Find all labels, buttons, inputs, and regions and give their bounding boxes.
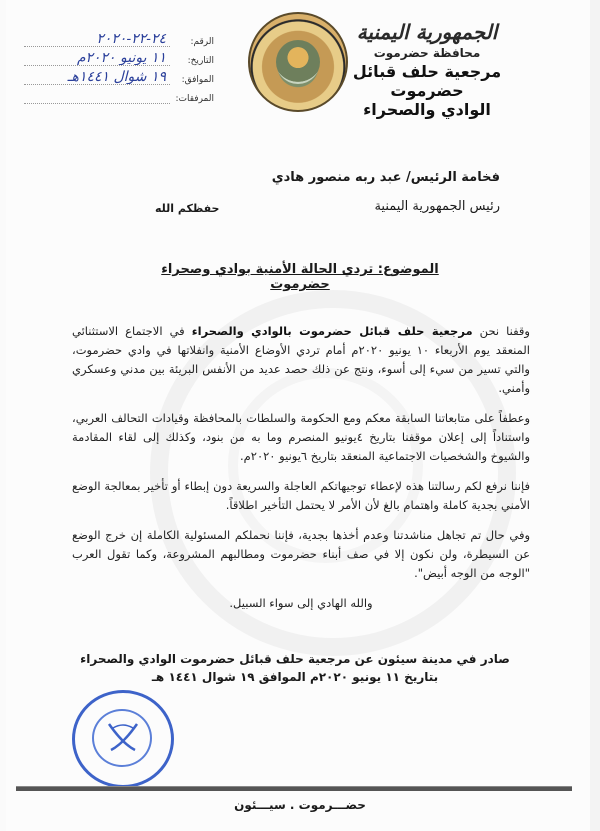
paragraph-1: وقفنا نحن مرجعية حلف قبائل حضرموت بالوادي والصحراء في الاجتماع الاستثنائي المنعقد يوم الأربعاء ١٠ يونيو ٢٠٢٠م أمام تردي الأوضاع الأمنية وانفلاتها في وادي حضرموت، والتي تسير من سيء إلى أسوء، ونتج عن ذلك حصد عديد من الأنفس البريئة بين مدني وعسكري وأمني. (72, 324, 530, 395)
issued-statement (60, 650, 530, 686)
paragraph-4: وفي حال تم تجاهل مناشدتنا وعدم أخذها بجدية، فإننا نحملكم المسئولية الكاملة إن خرج الوضع عن السيطرة، ولن نكون إلا في صف أبناء حضرموت ومطالبهم المشروعة، وكما تقول العرب "الوجه من الوجه أبيض". (72, 528, 530, 580)
organization-subname: الوادي والصحراء (363, 100, 491, 119)
ref-date: ١١ يونيو ٢٠٢٠م (24, 51, 170, 66)
ref-hijri-row: الموافق: ١٩ شوال ١٤٤١هـ (24, 66, 214, 85)
greeting: حفظكم الله (155, 202, 220, 215)
closing-line: والله الهادي إلى سواء السبيل. (229, 596, 373, 610)
organization-name: مرجعية حلف قبائل حضرموت (352, 62, 502, 100)
governorate-name: محافظة حضرموت (373, 46, 481, 60)
official-stamp-icon (72, 690, 174, 788)
ref-hijri-date: ١٩ شوال ١٤٤١هـ (24, 70, 170, 85)
ref-number: ٢٤-٢٢-٢٠٢٠ (24, 32, 170, 47)
reference-block (24, 28, 214, 104)
addressee-title: رئيس الجمهورية اليمنية (374, 199, 500, 214)
footer-divider (16, 786, 572, 791)
page-edge (590, 0, 600, 831)
org-name-bold: مرجعية حلف قبائل حضرموت بالوادي والصحراء (191, 324, 473, 338)
republic-title: الجمهورية اليمنية (356, 20, 498, 44)
emblem-center (276, 40, 320, 84)
paragraph-2: وعطفاً على متابعاتنا السابقة معكم ومع الحكومة والسلطات بالمحافظة وقيادات التحالف العربي، واستناداً إلى إعلان موقفنا بتاريخ ٤يونيو المنصرم وما به من بنود، وكذلك إلى لقاء المقادمة والشيوخ والشخصيات الاجتماعية المنعقد بتاريخ ٦يونيو ٢٠٢٠م. (72, 411, 531, 463)
letter-body (72, 322, 530, 624)
ref-date-row: التاريخ: ١١ يونيو ٢٠٢٠م (24, 47, 214, 66)
paragraph-3: فإننا نرفع لكم رسالتنا هذه لإعطاء توجيهاتكم العاجلة والسريعة دون إبطاء أو تأخير بمعالجة الوضع الأمني بجدية كاملة واهتمام بالغ لأن الأمر لا يحتمل التأخير اطلاقاً. (72, 479, 530, 512)
subject-line: الموضوع: تردي الحالة الأمنية بوادي وصحراء حضرموت (161, 262, 439, 292)
ref-attachments (24, 103, 170, 104)
addressee (272, 170, 500, 214)
footer-location: حضـــرموت . سيـــئون (234, 798, 366, 812)
issued-line-2: بتاريخ ١١ يونيو ٢٠٢٠م الموافق ١٩ شوال ١٤٤١ هـ (151, 670, 439, 684)
issued-line-1: صادر في مدينة سيئون عن مرجعية حلف قبائل حضرموت الوادي والصحراء (80, 652, 510, 666)
crossed-daggers-icon (105, 718, 141, 754)
letterhead (332, 20, 522, 119)
emblem-logo-icon (248, 12, 348, 112)
ref-attachments-row: المرفقات: (24, 85, 214, 104)
addressee-name: فخامة الرئيس/ عبد ربه منصور هادي (271, 170, 500, 185)
ref-number-row: الرقم: ٢٤-٢٢-٢٠٢٠ (24, 28, 214, 47)
